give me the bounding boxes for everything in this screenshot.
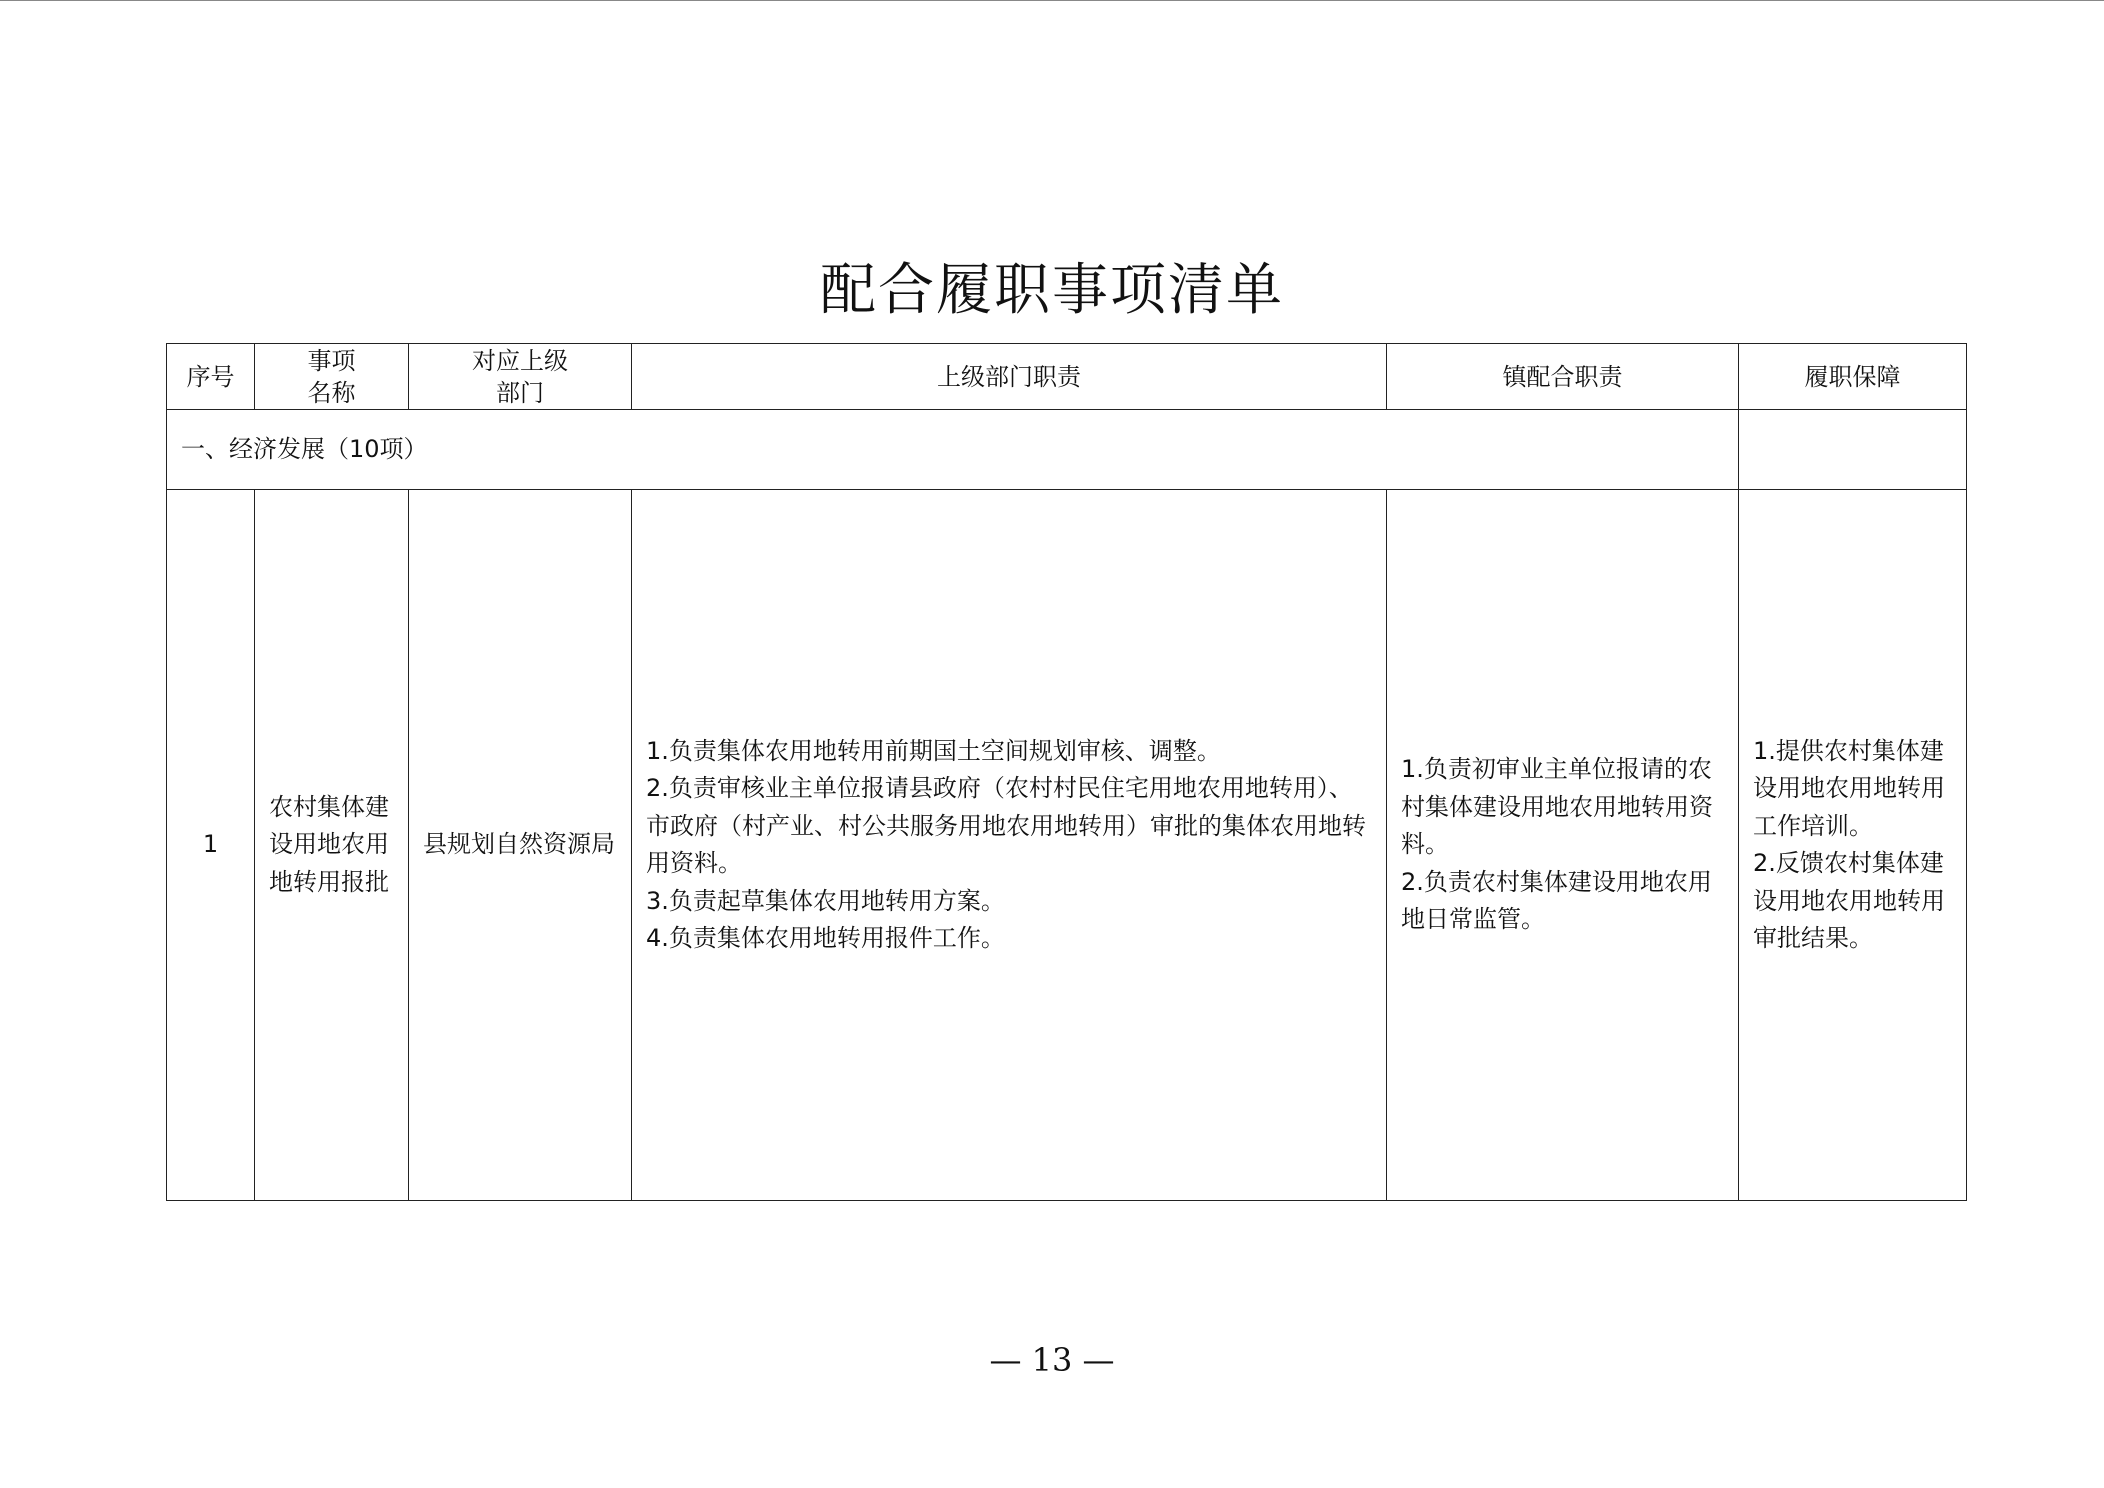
cell-dept: 县规划自然资源局 <box>409 490 632 1201</box>
duty-item: 2.负责审核业主单位报请县政府（农村村民住宅用地农用地转用）、市政府（村产业、村公共服务用地农用地转用）审批的集体农用地转用资料。 <box>646 774 1366 877</box>
duty-item: 1.负责集体农用地转用前期国土空间规划审核、调整。 <box>646 736 1221 765</box>
duty-item: 1.提供农村集体建设用地农用地转用工作培训。 <box>1753 736 1945 840</box>
header-text: 事项 <box>307 346 356 375</box>
section-row <box>167 410 1967 490</box>
header-upper-duty: 上级部门职责 <box>632 344 1387 410</box>
header-item-name <box>255 344 409 410</box>
duty-item: 2.负责农村集体建设用地农用地日常监管。 <box>1401 867 1712 934</box>
duty-item: 3.负责起草集体农用地转用方案。 <box>646 886 1005 915</box>
duty-item: 1.负责初审业主单位报请的农村集体建设用地农用地转用资料。 <box>1401 755 1713 859</box>
section-title: 一、经济发展（10项） <box>167 410 1739 490</box>
section-empty-cell <box>1739 410 1967 490</box>
cell-guarantee <box>1739 490 1967 1201</box>
header-guarantee: 履职保障 <box>1739 344 1967 410</box>
document-title: 配合履职事项清单 <box>820 258 1284 323</box>
page-number: — 13 — <box>989 1341 1115 1379</box>
duty-item: 2.反馈农村集体建设用地农用地转用审批结果。 <box>1753 849 1945 952</box>
cell-seq: 1 <box>167 490 255 1201</box>
header-text: 对应上级 <box>472 346 568 375</box>
header-town-duty: 镇配合职责 <box>1387 344 1739 410</box>
header-seq: 序号 <box>167 344 255 410</box>
cell-item-name: 农村集体建设用地农用地转用报批 <box>255 490 409 1201</box>
header-dept <box>409 344 632 410</box>
header-text: 部门 <box>496 378 544 407</box>
duty-table <box>166 343 1967 1201</box>
table-row <box>167 490 1967 1201</box>
cell-town-duty <box>1387 490 1739 1201</box>
table-header-row <box>167 344 1967 410</box>
duty-item: 4.负责集体农用地转用报件工作。 <box>646 924 1005 952</box>
cell-upper-duty <box>632 490 1387 1201</box>
header-text: 名称 <box>307 378 356 407</box>
